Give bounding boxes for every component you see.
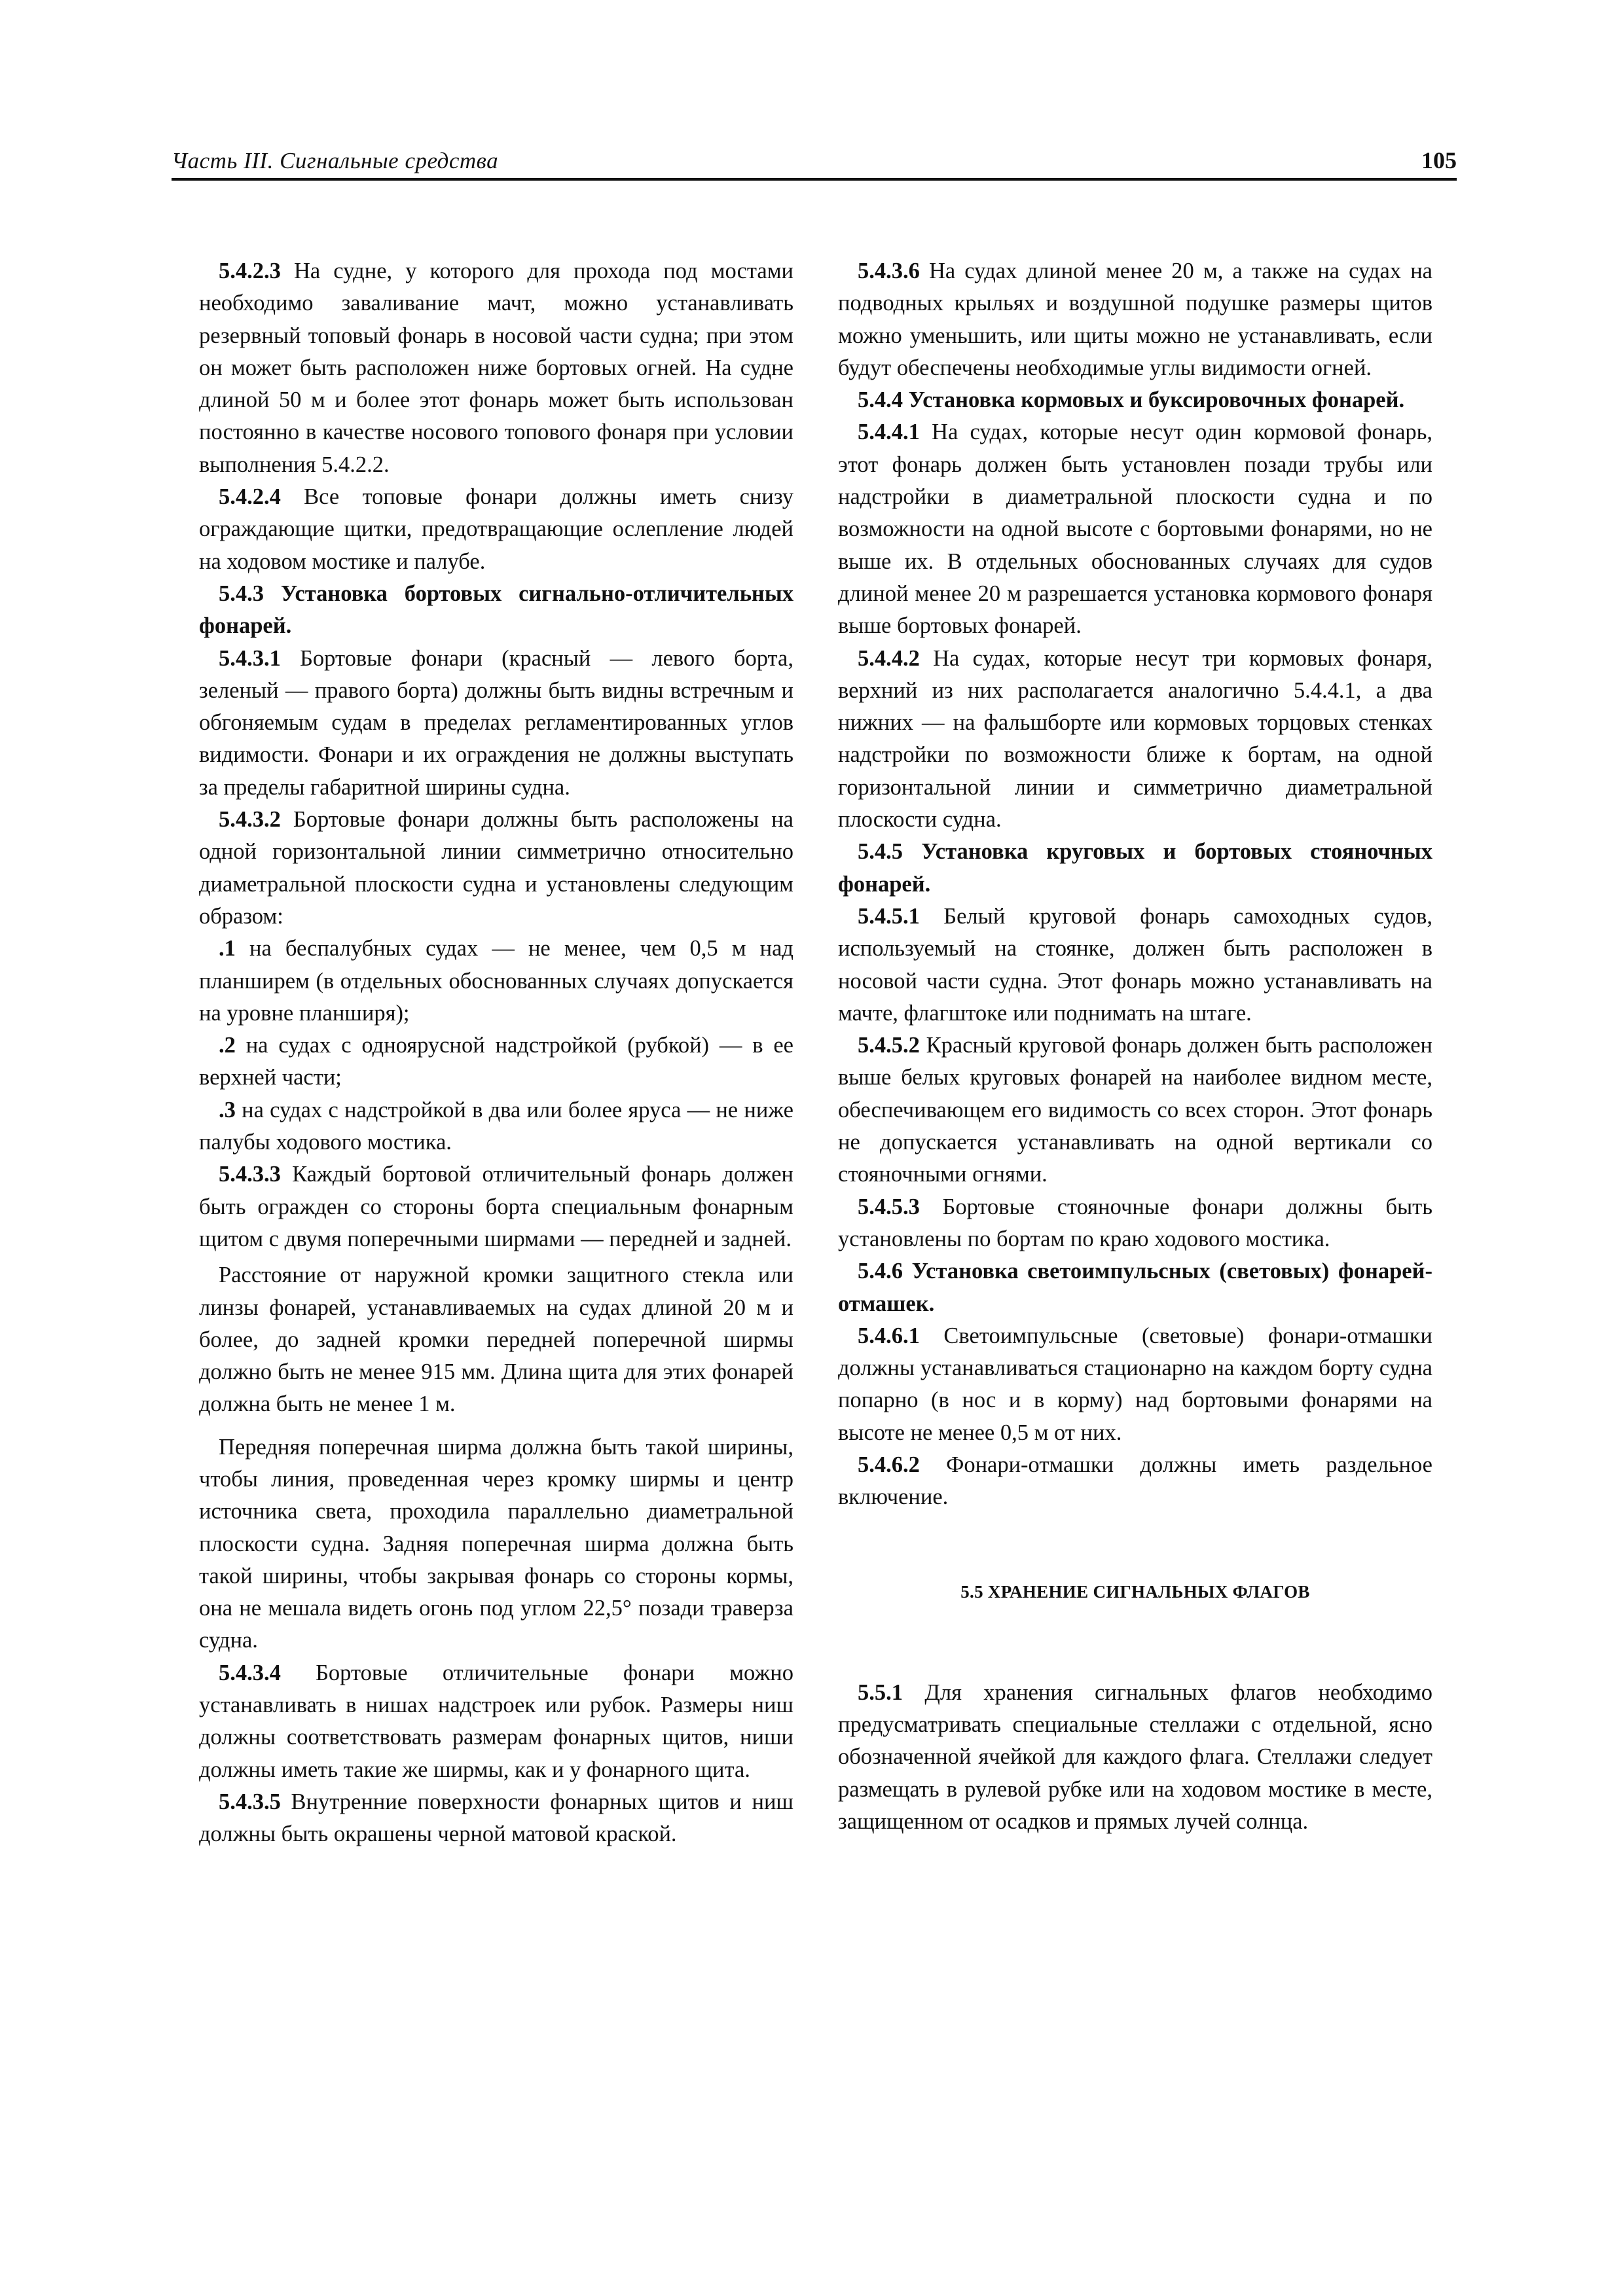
page-number: 105 — [1421, 147, 1457, 173]
paragraph-5-4-5-3 — [838, 1191, 1432, 1256]
paragraph-5-4-6-1 — [838, 1320, 1432, 1449]
clause-text: Бортовые фонари должны быть расположены на одной горизонтальной линии симметрично относительно диаметральной плоскости судна и установлены следующим образом: — [199, 807, 793, 929]
clause-text: Каждый бортовой отличительный фонарь должен быть огражден со стороны борта специальным фонарным щитом с двумя поперечными ширмами — передней и задней. — [199, 1162, 793, 1251]
clause-number: 5.4.3 — [219, 581, 264, 606]
clause-text: На судне, у которого для прохода под мостами необходимо заваливание мачт, можно устанавливать резервный топовый фонарь в носовой части судна; при этом он может быть расположен ниже бортовых огней. На судне длиной 50 м и более этот фонарь может быть использован постоянно в качестве носового топового фонаря при условии выполнения 5.4.2.2. — [199, 259, 793, 477]
paragraph-5-4-4-2 — [838, 643, 1432, 836]
clause-text: Бортовые фонари (красный — левого борта, зеленый — правого борта) должны быть видны встречным и обгоняемым судам в пределах регламентированных углов видимости. Фонари и их ограждения не должны выступать за пределы габаритной ширины судна. — [199, 645, 793, 800]
list-number: .1 — [219, 936, 236, 961]
list-text: на судах с одноярусной надстройкой (рубкой) — в ее верхней части; — [199, 1033, 793, 1090]
paragraph-front-screen — [199, 1431, 793, 1657]
list-text: на беспалубных судах — не менее, чем 0,5 м над планширем (в отдельных обоснованных случаях допускается на уровне планширя); — [199, 936, 793, 1026]
clause-text: Красный круговой фонарь должен быть расположен выше белых круговых фонарей на наиболее видном месте, обеспечивающем его видимость со всех сторон. Этот фонарь не допускается устанавливать на одной вертикали со стояночными огнями. — [838, 1033, 1432, 1187]
clause-number: 5.4.6 — [858, 1259, 903, 1284]
subsection-heading-5-4-3 — [199, 578, 793, 643]
clause-text: Установка круговых и бортовых стояночных фонарей. — [838, 839, 1432, 897]
clause-number: 5.4.3.4 — [219, 1660, 281, 1685]
clause-text: Фонари-отмашки должны иметь раздельное включение. — [838, 1452, 1432, 1510]
clause-text: Белый круговой фонарь самоходных судов, используемый на стоянке, должен быть расположен в носовой части судна. Этот фонарь можно устанавливать на мачте, флагштоке или поднимать на штаге. — [838, 903, 1432, 1026]
clause-number: 5.4.5 — [858, 839, 903, 865]
list-text: на судах с надстройкой в два или более яруса — не ниже палубы ходового мостика. — [199, 1097, 793, 1155]
paragraph-5-4-3-3 — [199, 1158, 793, 1255]
clause-number: 5.4.6.2 — [858, 1452, 920, 1477]
clause-number: 5.4.3.2 — [219, 807, 281, 833]
clause-text: Установка кормовых и буксировочных фонарей. — [903, 387, 1405, 413]
running-header-title: Часть III. Сигнальные средства — [172, 148, 499, 173]
clause-text: Светоимпульсные (световые) фонари-отмашки должны устанавливаться стационарно на каждом борту судна попарно (в нос и в корму) над бортовыми фонарями на высоте не менее 0,5 м от них. — [838, 1323, 1432, 1445]
paragraph-5-4-5-2 — [838, 1030, 1432, 1191]
clause-number: 5.4.3.3 — [219, 1162, 281, 1187]
clause-text: Бортовые отличительные фонари можно устанавливать в нишах надстроек или рубок. Размеры ниш должны соответствовать размерам фонарных щитов, ниши должны иметь такие же ширмы, как и у фонарного щита. — [199, 1660, 793, 1782]
clause-text: На судах, которые несут один кормовой фонарь, этот фонарь должен быть установлен позади трубы или надстройки в диаметральной плоскости судна и по возможности на одной высоте с бортовыми фонарями, но не выше их. В отдельных обоснованных случаях для судов длиной менее 20 м разрешается установка кормового фонаря выше бортовых фонарей. — [838, 420, 1432, 639]
clause-number: 5.4.4.2 — [858, 645, 920, 671]
subsection-heading-5-4-6 — [838, 1255, 1432, 1320]
clause-text: Внутренние поверхности фонарных щитов и ниш должны быть окрашены черной матовой краской. — [199, 1789, 793, 1847]
clause-text: Для хранения сигнальных флагов необходимо предусматривать специальные стеллажи с отдельной, ясно обозначенной ячейкой для каждого флага. Стеллажи следует размещать в рулевой рубке или на ходовом мостике в месте, защищенном от осадков и прямых лучей солнца. — [838, 1679, 1432, 1835]
clause-number: 5.4.3.6 — [858, 259, 920, 283]
clause-number: 5.4.3.1 — [219, 645, 281, 671]
clause-number: 5.4.4 — [858, 387, 903, 413]
clause-number: 5.4.6.1 — [858, 1323, 920, 1348]
clause-number: 5.4.2.4 — [219, 484, 281, 510]
paragraph-text: Расстояние от наружной кромки защитного стекла или линзы фонарей, устанавливаемых на судах длиной 20 м и более, до задней кромки передней поперечной ширмы должно быть не менее 915 мм. Длина щита для этих фонарей должна быть не менее 1 м. — [199, 1263, 793, 1417]
list-number: .3 — [219, 1097, 236, 1122]
clause-number: 5.4.5.1 — [858, 903, 920, 929]
subsection-heading-5-4-5 — [838, 836, 1432, 901]
subsection-heading-5-4-4 — [838, 384, 1432, 416]
paragraph-distance — [199, 1259, 793, 1420]
clause-text: Установка светоимпульсных (световых) фонарей-отмашек. — [838, 1259, 1432, 1316]
paragraph-5-4-4-1 — [838, 416, 1432, 642]
clause-number: 5.4.3.5 — [219, 1789, 281, 1814]
paragraph-text: Передняя поперечная ширма должна быть такой ширины, чтобы линия, проведенная через кромку ширмы и центр источника света, проходила параллельно диаметральной плоскости судна. Задняя поперечная ширма должна быть такой ширины, чтобы закрывая фонарь со стороны кормы, она не мешала видеть огонь под углом 22,5° позади траверза судна. — [199, 1434, 793, 1653]
clause-number: 5.4.5.2 — [858, 1033, 920, 1058]
clause-number: 5.4.2.3 — [219, 259, 281, 283]
running-header — [172, 143, 1457, 181]
paragraph-5-4-3-2 — [199, 804, 793, 933]
list-item-2 — [199, 1030, 793, 1094]
paragraph-5-4-2-3 — [199, 255, 793, 481]
list-item-3 — [199, 1094, 793, 1159]
clause-number: 5.5.1 — [858, 1679, 903, 1705]
section-title-5-5: 5.5 ХРАНЕНИЕ СИГНАЛЬНЫХ ФЛАГОВ — [960, 1581, 1310, 1602]
clause-text: Бортовые стояночные фонари должны быть установлены по бортам по краю ходового мостика. — [838, 1194, 1432, 1251]
clause-text: На судах длиной менее 20 м, а также на судах на подводных крыльях и воздушной подушке размеры щитов можно уменьшить, или щиты можно не устанавливать, если будут обеспечены необходимые углы видимости огней. — [838, 259, 1432, 380]
clause-text: Все топовые фонари должны иметь снизу ограждающие щитки, предотвращающие ослепление людей на ходовом мостике и палубе. — [199, 484, 793, 574]
list-number: .2 — [219, 1033, 236, 1058]
clause-text: На судах, которые несут три кормовых фонаря, верхний из них располагается аналогично 5.4.4.1, а два нижних — на фальшборте или кормовых торцовых стенках надстройки по возможности ближе к бортам, на одной горизонтальной линии и симметрично диаметральной плоскости судна. — [838, 645, 1432, 833]
paragraph-5-4-3-5 — [199, 1786, 793, 1851]
right-column — [838, 255, 1432, 1838]
clause-number: 5.4.5.3 — [858, 1194, 920, 1219]
clause-text: Установка бортовых сигнально-отличительных фонарей. — [199, 581, 793, 639]
paragraph-5-4-5-1 — [838, 901, 1432, 1030]
clause-number: 5.4.4.1 — [858, 420, 920, 445]
paragraph-5-4-3-6 — [838, 255, 1432, 384]
paragraph-5-5-1 — [838, 1677, 1432, 1838]
paragraph-5-4-3-1 — [199, 643, 793, 804]
paragraph-5-4-2-4 — [199, 481, 793, 578]
paragraph-5-4-6-2 — [838, 1449, 1432, 1514]
list-item-1 — [199, 933, 793, 1030]
left-column — [199, 255, 793, 1851]
paragraph-5-4-3-4 — [199, 1657, 793, 1786]
